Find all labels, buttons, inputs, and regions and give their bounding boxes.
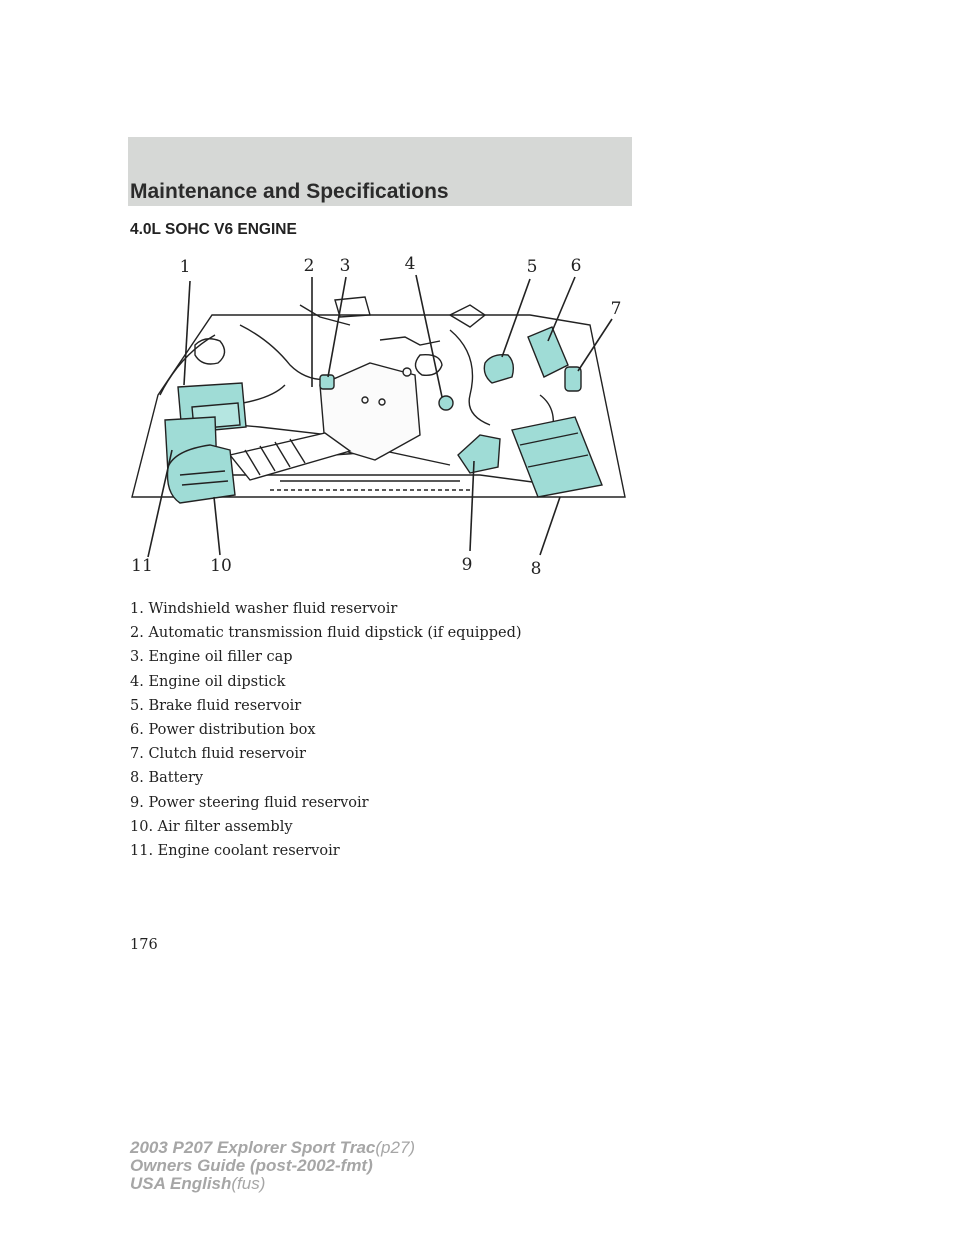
footer-line-3 bbox=[130, 1175, 415, 1193]
page-number: 176 bbox=[130, 937, 158, 953]
callout-5: 5 bbox=[526, 257, 538, 277]
callout-11: 11 bbox=[131, 556, 153, 576]
legend-item: 2. Automatic transmission fluid dipstick (if equipped) bbox=[130, 625, 522, 642]
callout-6: 6 bbox=[570, 256, 582, 276]
legend-item: 6. Power distribution box bbox=[130, 721, 316, 738]
legend-item: 8. Battery bbox=[130, 770, 204, 787]
callout-8: 8 bbox=[530, 559, 542, 579]
callout-2: 2 bbox=[303, 256, 315, 276]
callout-10: 10 bbox=[210, 556, 232, 576]
section-title: 4.0L SOHC V6 ENGINE bbox=[130, 221, 297, 238]
legend-item: 7. Clutch fluid reservoir bbox=[130, 746, 306, 763]
oil-dipstick-shape bbox=[439, 396, 453, 410]
callout-3: 3 bbox=[339, 256, 351, 276]
footer-line-2 bbox=[130, 1157, 415, 1175]
footer bbox=[130, 1139, 415, 1193]
oil-filler-cap-shape bbox=[320, 375, 334, 389]
component-legend bbox=[130, 597, 522, 863]
callout-9: 9 bbox=[461, 555, 473, 575]
callout-7: 7 bbox=[610, 299, 622, 319]
legend-item: 9. Power steering fluid reservoir bbox=[130, 794, 369, 811]
footer-model: 2003 P207 Explorer Sport Trac bbox=[130, 1138, 376, 1157]
legend-item: 5. Brake fluid reservoir bbox=[130, 697, 302, 714]
legend-item: 4. Engine oil dipstick bbox=[130, 673, 286, 690]
legend-item: 1. Windshield washer fluid reservoir bbox=[130, 601, 398, 617]
footer-language: USA English bbox=[130, 1174, 232, 1193]
legend-item: 11. Engine coolant reservoir bbox=[130, 842, 340, 859]
footer-line-1 bbox=[130, 1139, 415, 1157]
engine-diagram bbox=[120, 245, 650, 585]
footer-model-code: (p27) bbox=[375, 1138, 416, 1157]
page-title: Maintenance and Specifications bbox=[130, 180, 449, 203]
callout-4: 4 bbox=[404, 254, 416, 274]
footer-language-code: (fus) bbox=[231, 1174, 266, 1193]
footer-guide: Owners Guide (post-2002-fmt) bbox=[130, 1156, 373, 1175]
callout-1: 1 bbox=[179, 257, 191, 277]
legend-item: 10. Air filter assembly bbox=[130, 818, 293, 835]
legend-item: 3. Engine oil filler cap bbox=[130, 649, 293, 666]
